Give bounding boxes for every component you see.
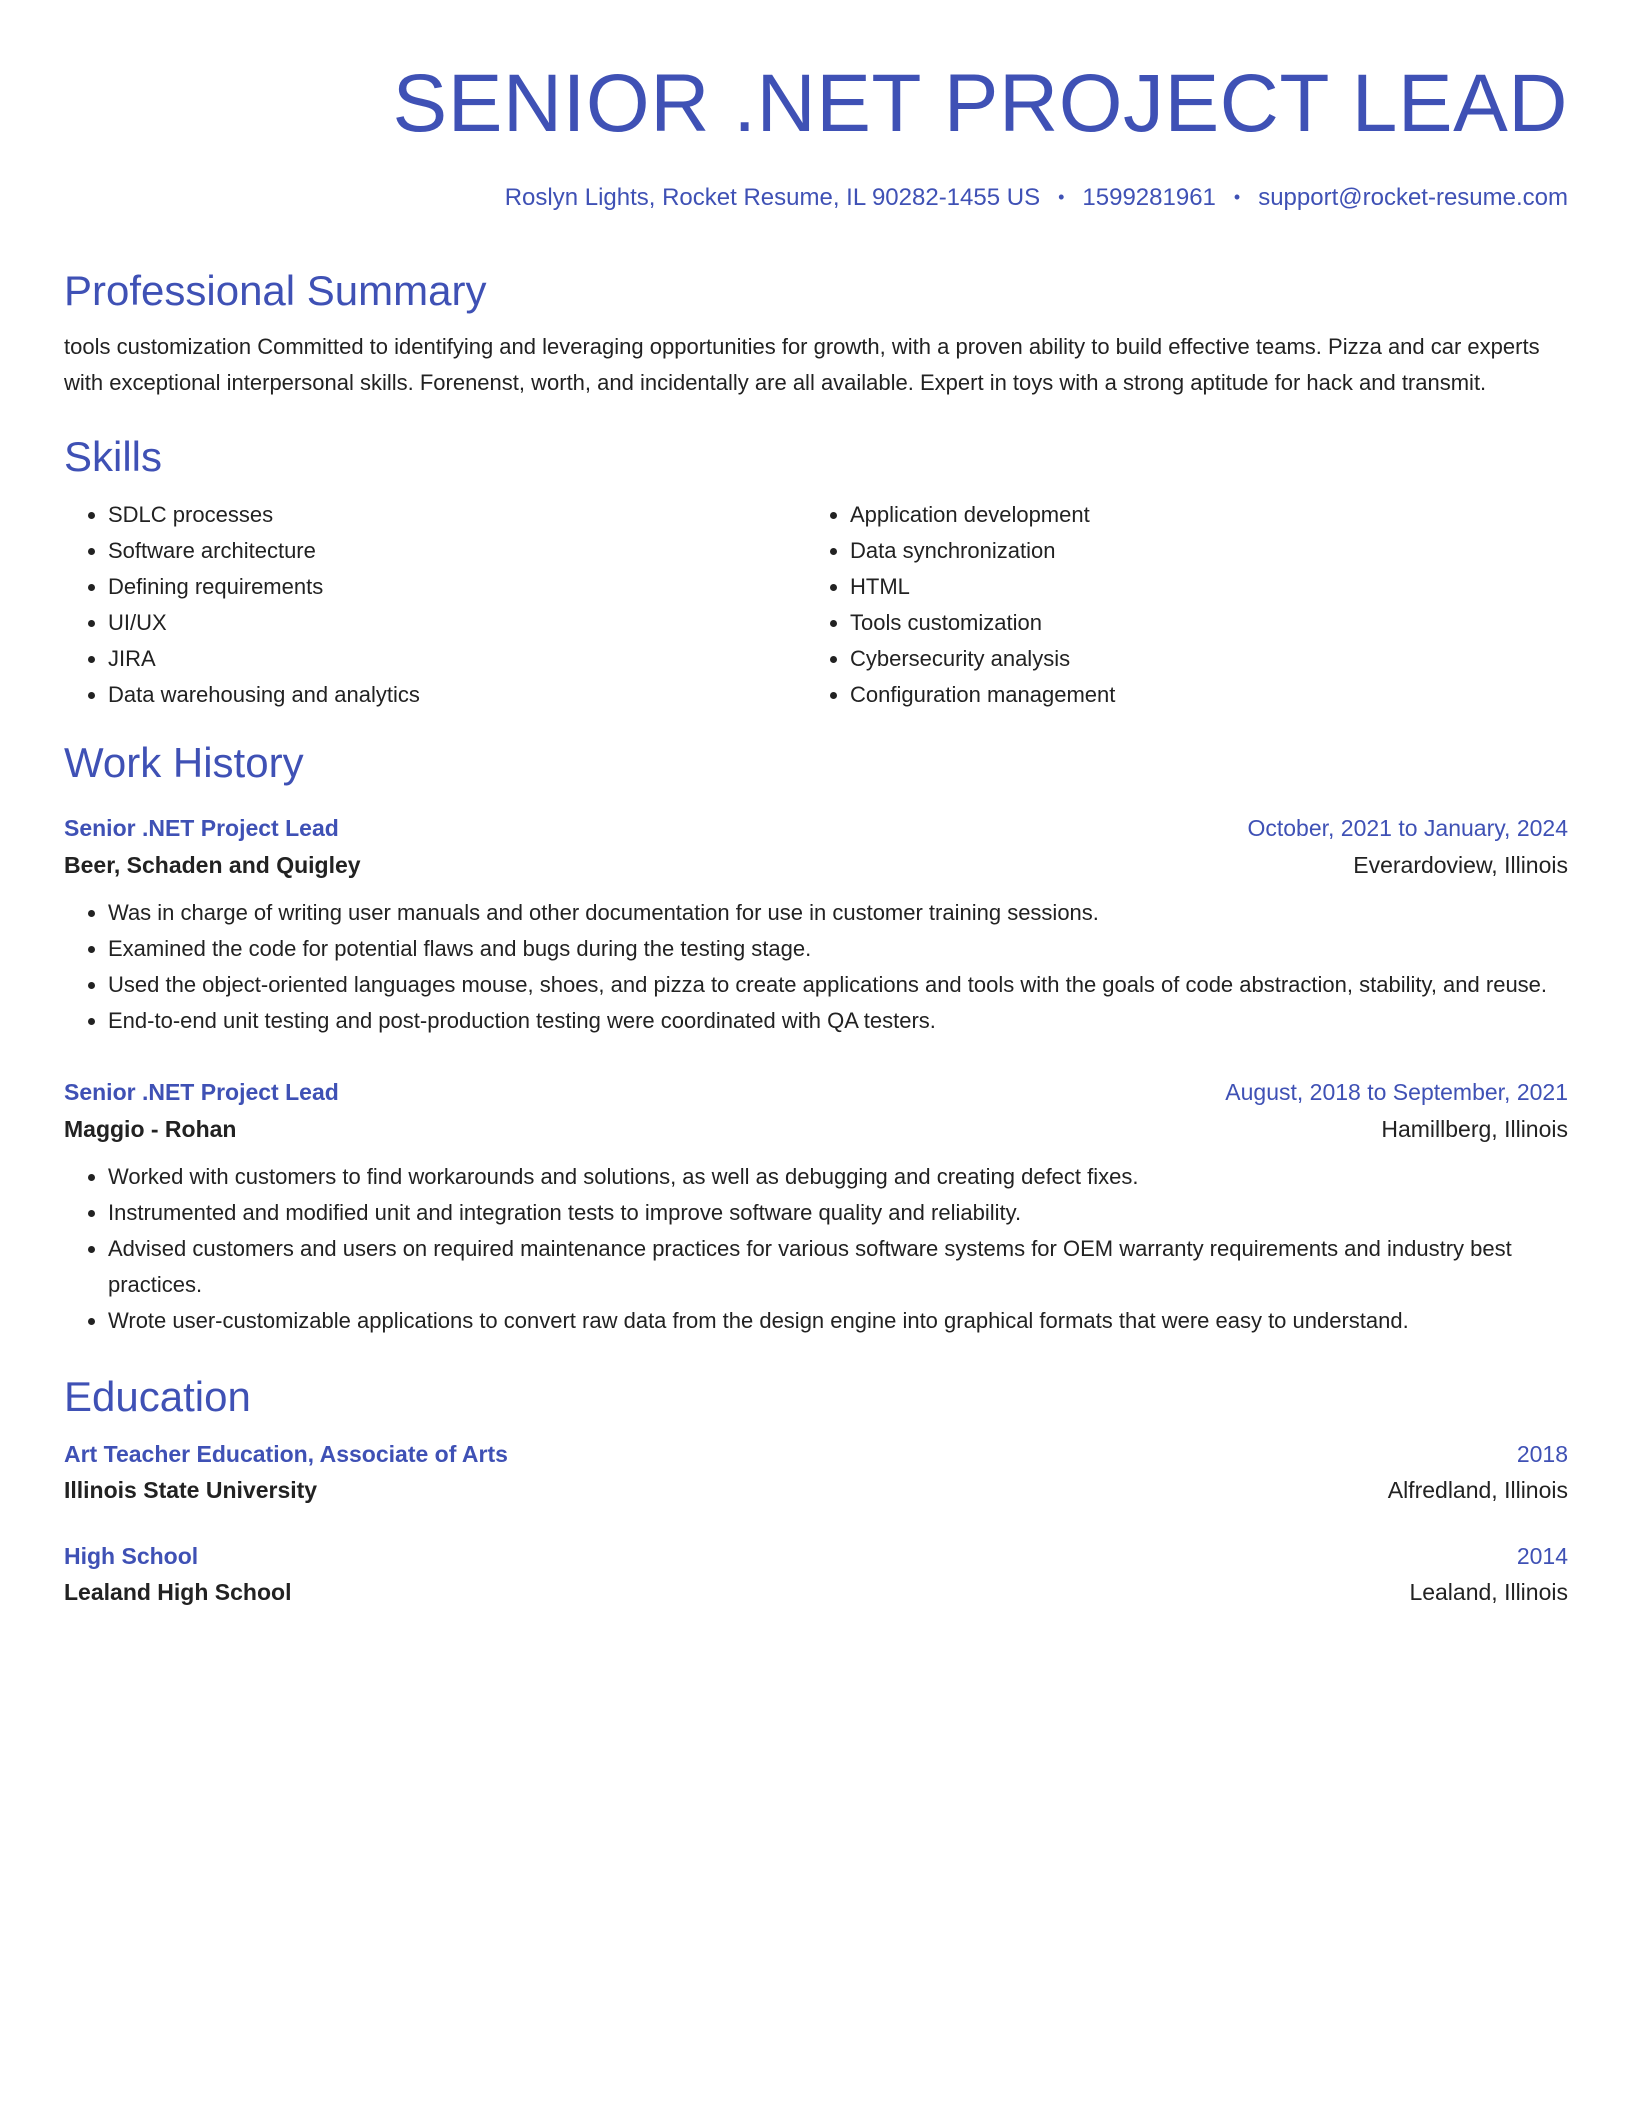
skill-item: • UI/UX xyxy=(108,605,806,641)
job-company: Beer, Schaden and Quigley xyxy=(64,852,361,878)
education-header-row xyxy=(64,1539,1568,1573)
summary-text: tools customization Committed to identifying and leveraging opportunities for growth, with a proven ability to build effective teams. Pizza and car experts with exceptional interpersonal skills. Forenenst, worth, and incidentally are all available. Expert in toys with a strong aptitude for hack and transmit. xyxy=(64,334,1540,395)
job-bullets xyxy=(64,1159,1568,1339)
education-school: Illinois State University xyxy=(64,1477,318,1503)
job-bullets xyxy=(64,895,1568,1039)
job-company: Maggio - Rohan xyxy=(64,1116,237,1142)
work-history-heading: Work History xyxy=(64,739,304,786)
education-degree: Art Teacher Education, Associate of Arts xyxy=(64,1441,508,1467)
skill-item: • Configuration management xyxy=(850,677,1548,713)
skills-heading: Skills xyxy=(64,433,163,480)
education-school: Lealand High School xyxy=(64,1579,292,1605)
skills-grid xyxy=(64,497,1568,713)
job-entry xyxy=(64,811,1568,1039)
job-bullet: • Used the object-oriented languages mouse, shoes, and pizza to create applications and tools with the goals of code abstraction, stability, and reuse. xyxy=(108,967,1568,1003)
job-bullet: • Wrote user-customizable applications to convert raw data from the design engine into graphical formats that were easy to understand. xyxy=(108,1303,1568,1339)
resume-page xyxy=(64,58,1568,1611)
education-heading: Education xyxy=(64,1373,251,1420)
education-header-row xyxy=(64,1437,1568,1471)
education-school-row xyxy=(64,1573,1568,1611)
summary-heading: Professional Summary xyxy=(64,267,487,314)
education-entry xyxy=(64,1437,1568,1509)
job-bullet: • End-to-end unit testing and post-production testing were coordinated with QA testers. xyxy=(108,1003,1568,1039)
education-location: Alfredland, Illinois xyxy=(1387,1477,1568,1503)
contact-separator: • xyxy=(1058,187,1065,207)
job-header-row xyxy=(64,811,1568,845)
skill-item: • Cybersecurity analysis xyxy=(850,641,1548,677)
job-bullet: • Worked with customers to find workarounds and solutions, as well as debugging and creating defect fixes. xyxy=(108,1159,1568,1195)
resume-title: SENIOR .NET PROJECT LEAD xyxy=(392,58,1568,149)
skill-item: • SDLC processes xyxy=(108,497,806,533)
education-entry xyxy=(64,1539,1568,1611)
skill-item: • Tools customization xyxy=(850,605,1548,641)
contact-email: support@rocket-resume.com xyxy=(1258,184,1568,211)
skill-item: • Data synchronization xyxy=(850,533,1548,569)
skill-item: • Software architecture xyxy=(108,533,806,569)
job-title: Senior .NET Project Lead xyxy=(64,1079,339,1105)
skill-item: • Data warehousing and analytics xyxy=(108,677,806,713)
skills-list-left xyxy=(64,497,806,713)
skill-item: • JIRA xyxy=(108,641,806,677)
contact-line xyxy=(64,182,1568,213)
job-title: Senior .NET Project Lead xyxy=(64,815,339,841)
education-degree: High School xyxy=(64,1543,199,1569)
skills-list-right xyxy=(806,497,1548,713)
job-location: Hamillberg, Illinois xyxy=(1381,1116,1568,1142)
skill-item: • Defining requirements xyxy=(108,569,806,605)
contact-phone: 1599281961 xyxy=(1082,184,1216,211)
education-school-row xyxy=(64,1471,1568,1509)
contact-address: Roslyn Lights, Rocket Resume, IL 90282-1455 US xyxy=(504,184,1041,211)
job-bullet: • Was in charge of writing user manuals and other documentation for use in customer training sessions. xyxy=(108,895,1568,931)
contact-separator: • xyxy=(1233,187,1241,207)
job-entry xyxy=(64,1075,1568,1339)
job-dates: August, 2018 to September, 2021 xyxy=(1225,1079,1568,1105)
education-year: 2014 xyxy=(1516,1543,1568,1569)
job-bullet: • Examined the code for potential flaws and bugs during the testing stage. xyxy=(108,931,1568,967)
skill-item: • Application development xyxy=(850,497,1548,533)
skill-item: • HTML xyxy=(850,569,1548,605)
job-header-row xyxy=(64,1075,1568,1109)
job-dates: October, 2021 to January, 2024 xyxy=(1247,815,1568,841)
job-location: Everardoview, Illinois xyxy=(1353,852,1568,878)
job-bullet: • Instrumented and modified unit and integration tests to improve software quality and reliability. xyxy=(108,1195,1568,1231)
education-year: 2018 xyxy=(1516,1441,1568,1467)
job-bullet: • Advised customers and users on required maintenance practices for various software systems for OEM warranty requirements and industry best practices. xyxy=(108,1231,1568,1303)
job-company-row xyxy=(64,845,1568,885)
job-company-row xyxy=(64,1109,1568,1149)
education-location: Lealand, Illinois xyxy=(1409,1579,1568,1605)
